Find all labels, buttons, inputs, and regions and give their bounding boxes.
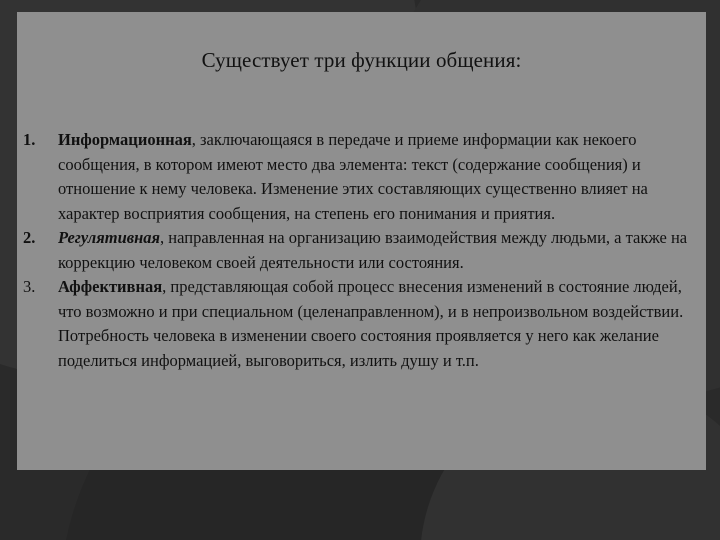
functions-list	[23, 128, 699, 373]
list-item-number: 3.	[23, 277, 36, 296]
list-item-text: , представляющая собой процесс внесения изменений в состояние людей, что возможно и при специальном (целенаправленном), и в непроизвольном воздействии. Потребность человека в изменении своего состояния проявляется у него как желание поделиться информацией, выговориться, излить душу и т.п.	[58, 277, 684, 370]
list-item-regulative	[23, 226, 699, 275]
list-item-number: 2.	[23, 228, 36, 247]
list-item-text: , заключающаяся в передаче и приеме информации как некоего сообщения, в котором имеют место два элемента: текст (содержание сообщения) и отношение к нему человека. Изменение этих составляющих существенно влияет на характер восприятия сообщения, на степень его понимания и приятия.	[58, 130, 648, 223]
list-item-text: , направленная на организацию взаимодействия между людьми, а также на коррекцию человеком своей деятельности или состояния.	[58, 228, 688, 272]
slide-title: Существует три функции общения:	[201, 48, 522, 72]
content-panel	[17, 12, 706, 470]
list-item-number: 1.	[23, 130, 36, 149]
list-item-term: Регулятивная	[58, 228, 161, 247]
list-item-term: Аффективная	[58, 277, 163, 296]
list-item-affective	[23, 275, 699, 373]
list-item-term: Информационная	[58, 130, 192, 149]
list-item-informational	[23, 128, 699, 226]
